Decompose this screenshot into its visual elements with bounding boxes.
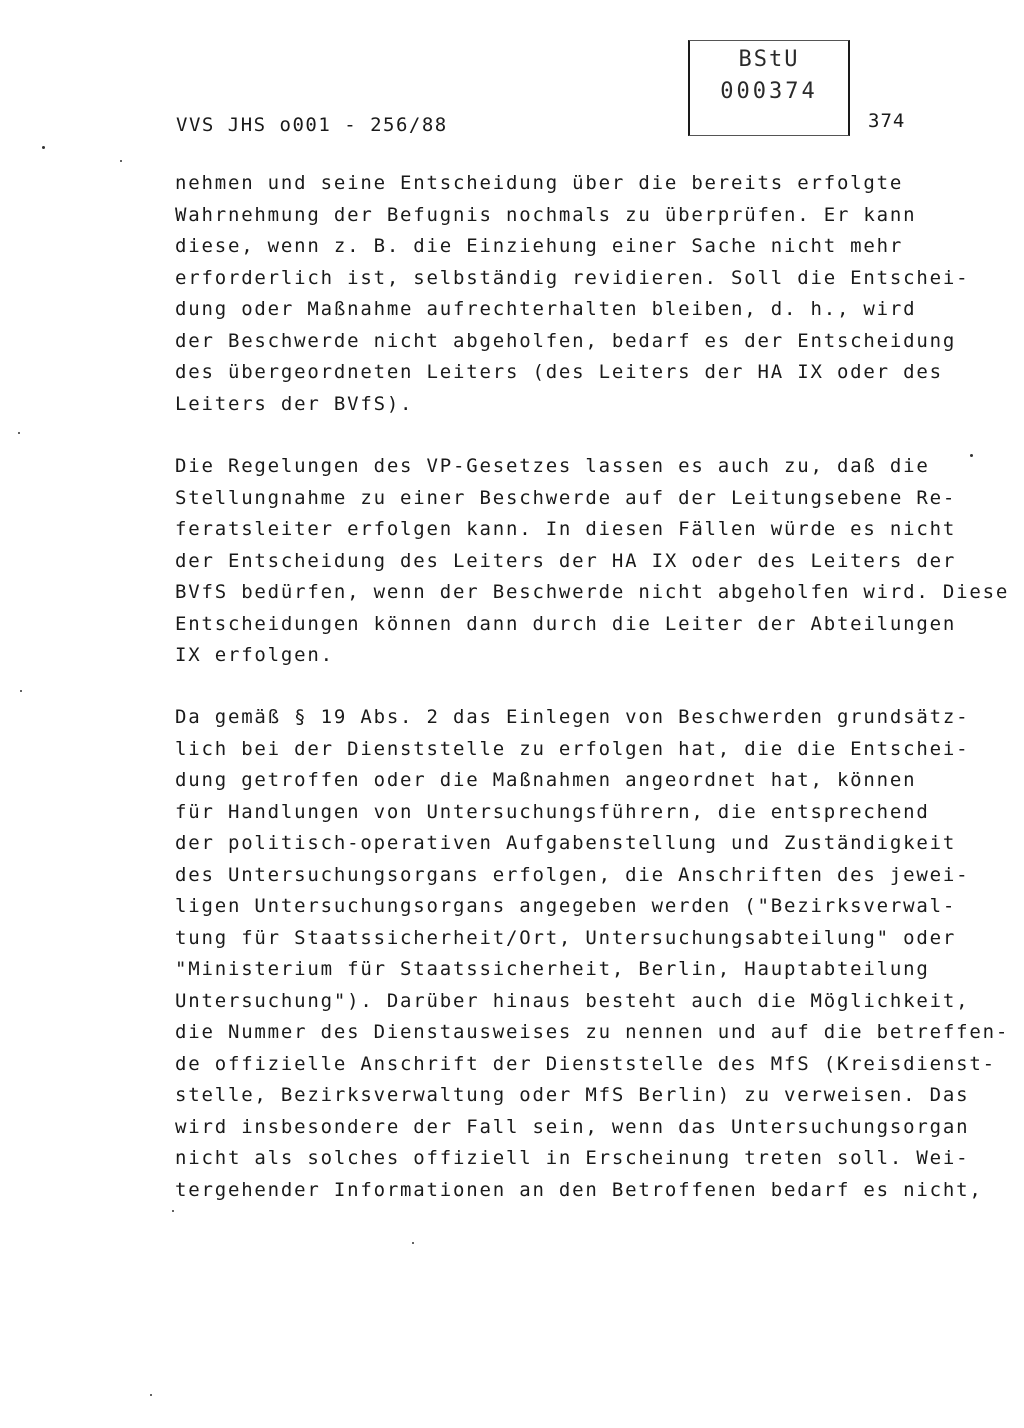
scan-speck: [42, 146, 45, 149]
text-line: wird insbesondere der Fall sein, wenn das Untersuchungsorgan: [175, 1115, 970, 1138]
scan-speck: [120, 160, 122, 162]
text-line: Entscheidungen können dann durch die Leiter der Abteilungen: [175, 612, 957, 635]
text-line: feratsleiter erfolgen kann. In diesen Fällen würde es nicht: [175, 518, 957, 540]
text-line: der politisch-operativen Aufgabenstellung und Zuständigkeit: [175, 832, 957, 854]
text-line: diese, wenn z. B. die Einziehung einer Sache nicht mehr: [175, 235, 904, 257]
text-line: der Entscheidung des Leiters der HA IX oder des Leiters der: [175, 549, 957, 572]
paragraph-3: [175, 702, 1009, 1206]
text-line: Da gemäß § 19 Abs. 2 das Einlegen von Beschwerden grundsätz-: [175, 706, 970, 728]
scan-speck: [150, 1394, 152, 1396]
text-line: ligen Untersuchungsorgans angegeben werden ("Bezirksverwal-: [175, 895, 957, 917]
archive-stamp: [688, 40, 850, 136]
text-line: die Nummer des Dienstausweises zu nennen und auf die betreffen-: [175, 1021, 1010, 1043]
scan-speck: [172, 1210, 174, 1212]
text-line: dung getroffen oder die Maßnahmen angeordnet hat, können: [175, 769, 917, 791]
text-line: dung oder Maßnahme aufrechterhalten bleiben, d. h., wird: [175, 298, 917, 320]
text-line: de offizielle Anschrift der Dienststelle des MfS (Kreisdienst-: [175, 1052, 996, 1075]
text-line: lich bei der Dienststelle zu erfolgen hat, die die Entschei-: [175, 737, 970, 760]
text-line: nicht als solches offiziell in Erscheinung treten soll. Wei-: [175, 1147, 970, 1169]
text-line: stelle, Bezirksverwaltung oder MfS Berlin) zu verweisen. Das: [175, 1084, 970, 1106]
text-line: Stellungnahme zu einer Beschwerde auf der Leitungsebene Re-: [175, 486, 957, 509]
text-line: Untersuchung"). Darüber hinaus besteht auch die Möglichkeit,: [175, 989, 970, 1012]
text-line: tergehender Informationen an den Betroffenen bedarf es nicht,: [175, 1178, 983, 1201]
text-line: erforderlich ist, selbständig revidieren. Soll die Entschei-: [175, 266, 970, 289]
paragraph-1: [175, 168, 969, 420]
page-number: 374: [868, 110, 906, 132]
stamp-number: 000374: [720, 79, 818, 104]
text-line: nehmen und seine Entscheidung über die bereits erfolgte: [175, 172, 904, 194]
text-line: Die Regelungen des VP-Gesetzes lassen es auch zu, daß die: [175, 455, 930, 477]
text-line: Wahrnehmung der Befugnis nochmals zu überprüfen. Er kann: [175, 203, 917, 226]
text-line: BVfS bedürfen, wenn der Beschwerde nicht abgeholfen wird. Diese: [175, 581, 1010, 603]
text-line: des übergeordneten Leiters (des Leiters der HA IX oder des: [175, 361, 943, 383]
scan-speck: [970, 454, 973, 457]
paragraph-2: [175, 451, 1009, 672]
scan-speck: [18, 432, 20, 434]
text-line: Leiters der BVfS).: [175, 392, 414, 415]
text-line: des Untersuchungsorgans erfolgen, die Anschriften des jewei-: [175, 863, 970, 886]
scan-speck: [412, 1242, 414, 1244]
stamp-agency: BStU: [738, 47, 800, 72]
text-line: IX erfolgen.: [175, 644, 334, 666]
scan-speck: [20, 690, 22, 692]
text-line: tung für Staatssicherheit/Ort, Untersuchungsabteilung" oder: [175, 926, 957, 949]
document-reference: VVS JHS o001 - 256/88: [176, 114, 448, 136]
text-line: "Ministerium für Staatssicherheit, Berlin, Hauptabteilung: [175, 958, 930, 980]
text-line: der Beschwerde nicht abgeholfen, bedarf es der Entscheidung: [175, 329, 957, 352]
text-line: für Handlungen von Untersuchungsführern, die entsprechend: [175, 800, 930, 823]
